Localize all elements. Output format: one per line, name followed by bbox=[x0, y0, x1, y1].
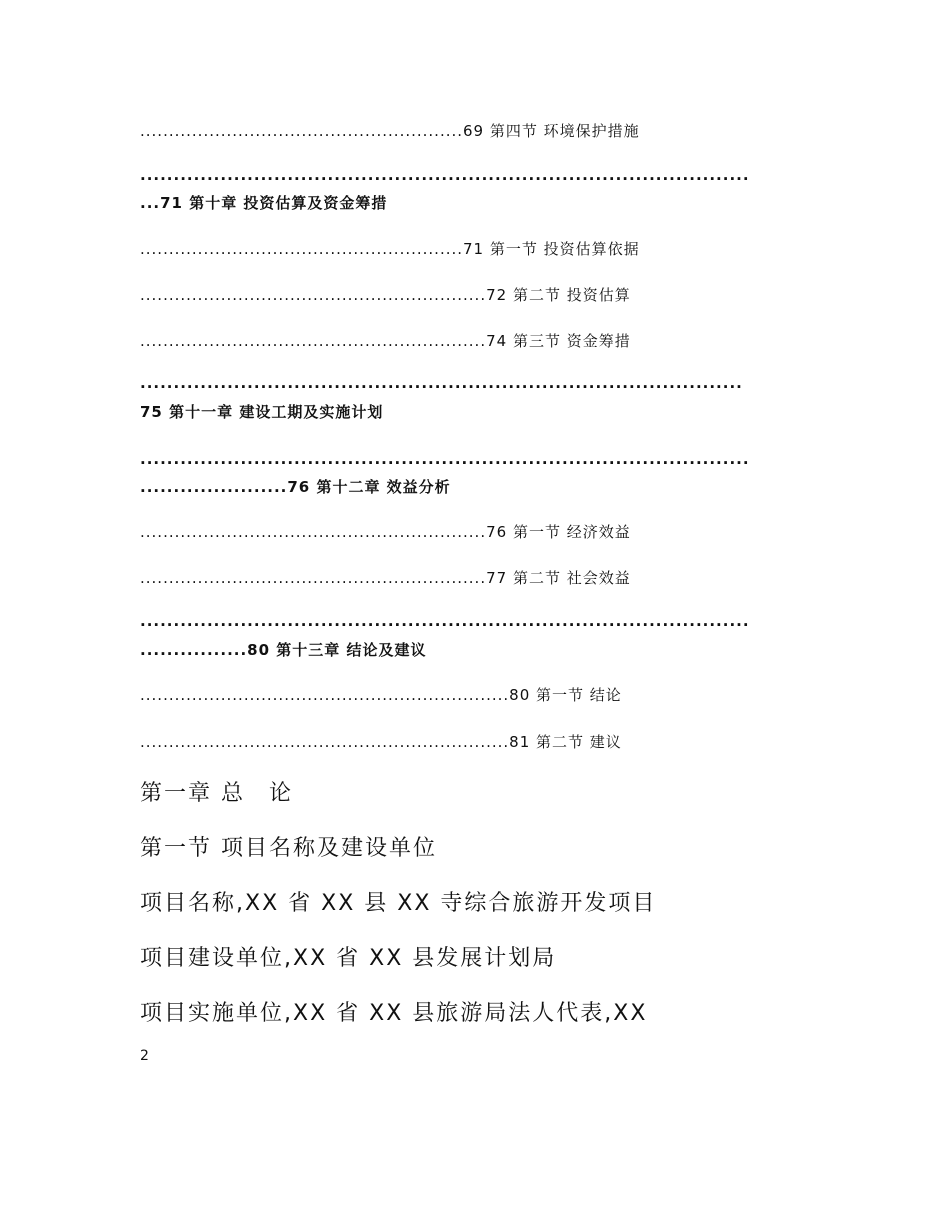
toc-entry-chapter-11: 75 第十一章 建设工期及实施计划 bbox=[140, 403, 384, 421]
toc-entry-environmental-measures: ........................................................69 第四节 环境保护措施 bbox=[140, 122, 640, 140]
implementation-unit-paragraph: 项目实施单位,XX 省 XX 县旅游局法人代表,XX bbox=[140, 1001, 648, 1026]
toc-leader-dots: ........................................................................................... bbox=[140, 612, 750, 630]
toc-entry-conclusion: ................................................................80 第一节 结论 bbox=[140, 686, 622, 704]
page-number: 2 bbox=[140, 1048, 149, 1064]
toc-entry-chapter-12: ......................76 第十二章 效益分析 bbox=[140, 478, 451, 496]
section-heading: 第一节 项目名称及建设单位 bbox=[140, 836, 437, 861]
toc-leader-dots: .......................................................................................... bbox=[140, 374, 743, 392]
toc-entry-chapter-13: ................80 第十三章 结论及建议 bbox=[140, 641, 427, 659]
toc-entry-economic-benefit: ............................................................76 第一节 经济效益 bbox=[140, 523, 631, 541]
toc-entry-investment-estimate: ............................................................72 第二节 投资估算 bbox=[140, 286, 631, 304]
chapter-heading: 第一章 总 论 bbox=[140, 781, 293, 806]
toc-entry-chapter-10: ...71 第十章 投资估算及资金筹措 bbox=[140, 194, 388, 212]
toc-entry-suggestion: ................................................................81 第二节 建议 bbox=[140, 733, 622, 751]
toc-leader-dots: ........................................................................................... bbox=[140, 450, 750, 468]
project-name-paragraph: 项目名称,XX 省 XX 县 XX 寺综合旅游开发项目 bbox=[140, 891, 657, 916]
toc-entry-fund-raising: ............................................................74 第三节 资金筹措 bbox=[140, 332, 631, 350]
toc-entry-investment-basis: ........................................................71 第一节 投资估算依据 bbox=[140, 240, 640, 258]
construction-unit-paragraph: 项目建设单位,XX 省 XX 县发展计划局 bbox=[140, 946, 557, 971]
toc-leader-dots: ........................................................................................... bbox=[140, 166, 750, 184]
toc-entry-social-benefit: ............................................................77 第二节 社会效益 bbox=[140, 569, 631, 587]
